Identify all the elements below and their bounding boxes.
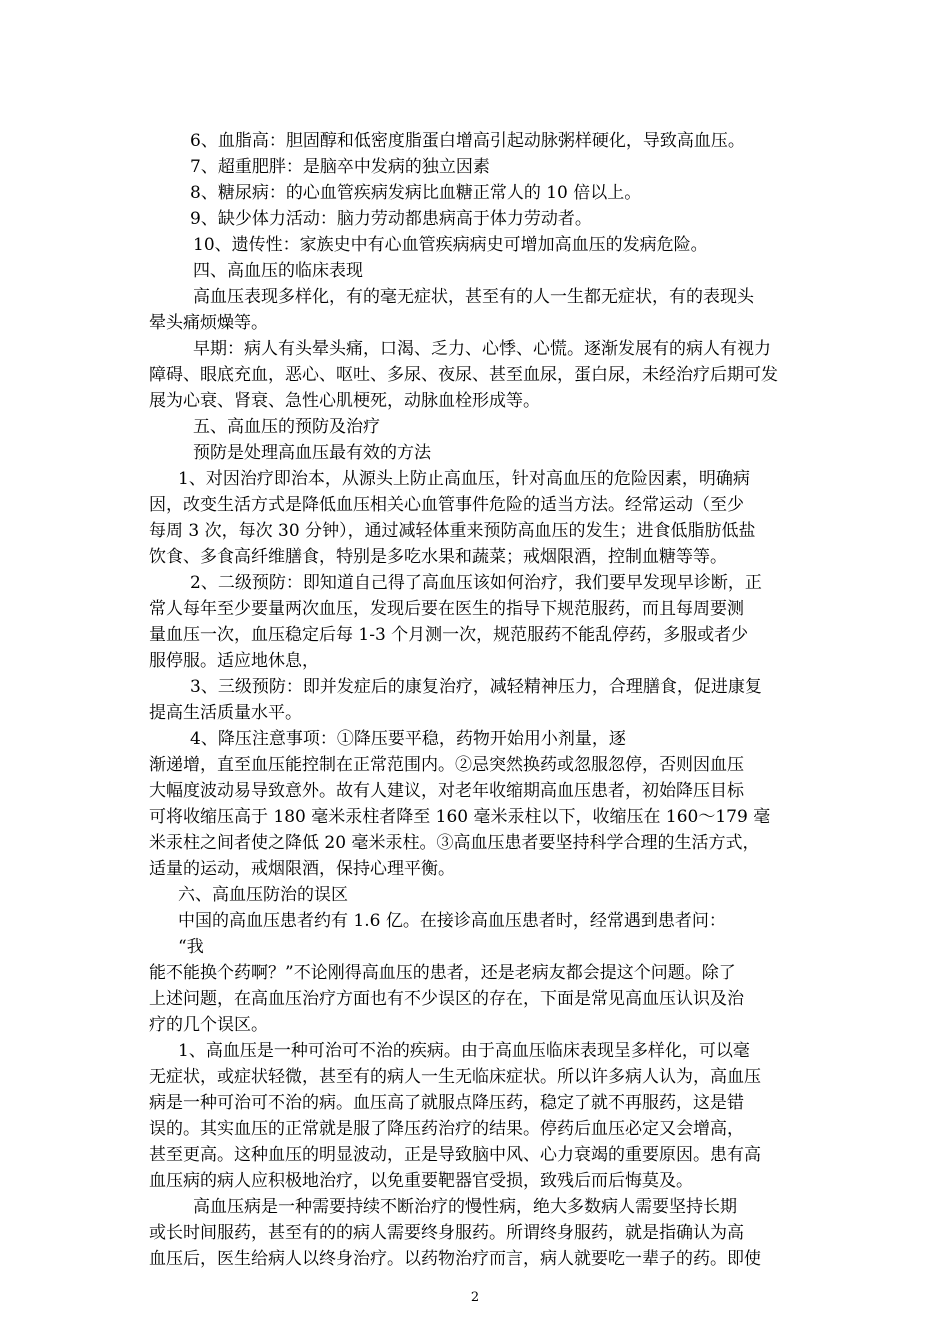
text-line: 常人每年至少要量两次血压，发现后要在医生的指导下规范服药，而且每周要测 — [149, 599, 744, 619]
text-line: 血压病的病人应积极地治疗，以免重要靶器官受损，致残后而后悔莫及。 — [149, 1171, 693, 1191]
text-line: 9、缺少体力活动：脑力劳动都患病高于体力劳动者。 — [190, 209, 592, 229]
text-line: 适量的运动，戒烟限酒，保持心理平衡。 — [149, 859, 455, 879]
text-line: 饮食、多食高纤维膳食，特别是多吃水果和蔬菜；戒烟限酒，控制血糖等等。 — [149, 547, 727, 567]
text-line: 甚至更高。这种血压的明显波动，正是导致脑中风、心力衰竭的重要原因。患有高 — [149, 1145, 761, 1165]
text-line: 量血压一次，血压稳定后每 1-3 个月测一次，规范服药不能乱停药，多服或者少 — [149, 625, 749, 645]
text-line: 血压后，医生给病人以终身治疗。以药物治疗而言，病人就要吃一辈子的药。即使 — [149, 1249, 761, 1269]
section-heading: 五、高血压的预防及治疗 — [193, 417, 380, 437]
text-line: 10、遗传性：家族史中有心血管疾病病史可增加高血压的发病危险。 — [193, 235, 708, 255]
text-line: 3、三级预防：即并发症后的康复治疗，减轻精神压力，合理膳食，促进康复 — [190, 677, 762, 697]
text-line: 渐递增，直至血压能控制在正常范围内。②忌突然换药或忽服忽停，否则因血压 — [149, 755, 744, 775]
text-line: 4、降压注意事项：①降压要平稳，药物开始用小剂量，逐 — [190, 729, 626, 749]
text-line: 中国的高血压患者约有 1.6 亿。在接诊高血压患者时，经常遇到患者问： — [178, 911, 726, 931]
text-line: 高血压病是一种需要持续不断治疗的慢性病，绝大多数病人需要坚持长期 — [193, 1197, 737, 1217]
text-line: 2、二级预防：即知道自己得了高血压该如何治疗，我们要早发现早诊断，正 — [190, 573, 762, 593]
text-line: 病是一种可治可不治的病。血压高了就服点降压药，稳定了就不再服药，这是错 — [149, 1093, 744, 1113]
text-line: 大幅度波动易导致意外。故有人建议，对老年收缩期高血压患者，初始降压目标 — [149, 781, 744, 801]
text-line: 6、血脂高：胆固醇和低密度脂蛋白增高引起动脉粥样硬化，导致高血压。 — [190, 131, 745, 151]
text-line: 上述问题，在高血压治疗方面也有不少误区的存在，下面是常见高血压认识及治 — [149, 989, 744, 1009]
section-heading: 四、高血压的临床表现 — [193, 261, 363, 281]
text-line: 可将收缩压高于 180 毫米汞柱者降至 160 毫米汞柱以下，收缩压在 160～179 毫 — [149, 807, 771, 827]
text-line: 展为心衰、肾衰、急性心肌梗死，动脉血栓形成等。 — [149, 391, 540, 411]
text-line: “我 — [178, 937, 204, 957]
text-line: 高血压表现多样化，有的毫无症状，甚至有的人一生都无症状，有的表现头 — [193, 287, 754, 307]
page-number: 2 — [470, 1290, 480, 1305]
text-line: 早期：病人有头晕头痛，口渴、乏力、心悸、心慌。逐渐发展有的病人有视力 — [193, 339, 771, 359]
text-line: 晕头痛烦燥等。 — [149, 313, 268, 333]
text-line: 提高生活质量水平。 — [149, 703, 302, 723]
text-line: 因，改变生活方式是降低血压相关心血管事件危险的适当方法。经常运动（至少 — [149, 495, 744, 515]
text-line: 1、对因治疗即治本，从源头上防止高血压，针对高血压的危险因素，明确病 — [178, 469, 750, 489]
text-line: 服停服。适应地休息， — [149, 651, 319, 671]
section-heading: 六、高血压防治的误区 — [178, 885, 348, 905]
text-line: 米汞柱之间者使之降低 20 毫米汞柱。③高血压患者要坚持科学合理的生活方式， — [149, 833, 760, 853]
text-line: 8、糖尿病：的心血管疾病发病比血糖正常人的 10 倍以上。 — [190, 183, 642, 203]
text-line: 每周 3 次，每次 30 分钟），通过减轻体重来预防高血压的发生；进食低脂肪低盐 — [149, 521, 756, 541]
text-line: 疗的几个误区。 — [149, 1015, 268, 1035]
text-line: 能不能换个药啊？”不论刚得高血压的患者，还是老病友都会提这个问题。除了 — [149, 963, 736, 983]
text-line: 误的。其实血压的正常就是服了降压药治疗的结果。停药后血压必定又会增高， — [149, 1119, 744, 1139]
text-line: 或长时间服药，甚至有的的病人需要终身服药。所谓终身服药，就是指确认为高 — [149, 1223, 744, 1243]
text-line: 预防是处理高血压最有效的方法 — [193, 443, 431, 463]
text-line: 无症状，或症状轻微，甚至有的病人一生无临床症状。所以许多病人认为，高血压 — [149, 1067, 761, 1087]
text-line: 障碍、眼底充血，恶心、呕吐、多尿、夜尿、甚至血尿，蛋白尿，未经治疗后期可发 — [149, 365, 778, 385]
text-line: 7、超重肥胖：是脑卒中发病的独立因素 — [190, 157, 490, 177]
text-line: 1、高血压是一种可治可不治的疾病。由于高血压临床表现呈多样化，可以毫 — [178, 1041, 750, 1061]
